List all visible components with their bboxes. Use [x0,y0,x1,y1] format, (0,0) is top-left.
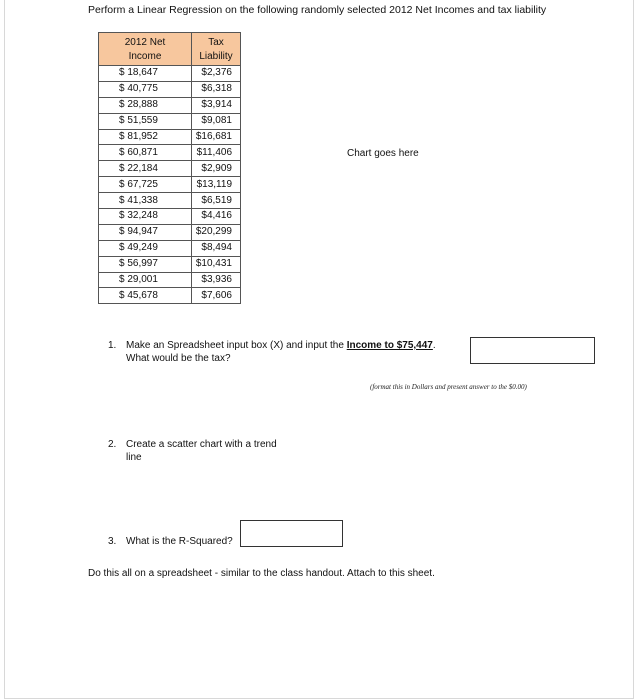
income-cell: $ 67,725 [99,177,192,193]
income-cell: $ 29,001 [99,272,192,288]
question-1-text: Make an Spreadsheet input box (X) and input the [126,340,347,351]
income-cell: $ 41,338 [99,193,192,209]
table-row [99,240,241,256]
income-cell: $ 40,775 [99,81,192,97]
table-row [99,209,241,225]
table-header-row [99,33,241,66]
table-row [99,272,241,288]
income-cell: $ 94,947 [99,224,192,240]
income-cell: $ 49,249 [99,240,192,256]
header-net-income [99,33,192,66]
tax-cell: $2,376 [192,66,241,82]
question-1 [108,339,436,365]
tax-cell: $16,681 [192,129,241,145]
table-row [99,145,241,161]
table-row [99,97,241,113]
tax-cell: $3,914 [192,97,241,113]
question-2-line2: line [126,452,142,463]
question-1-income-emphasis: Income to $75,447 [346,340,433,351]
tax-cell: $3,936 [192,272,241,288]
income-cell: $ 81,952 [99,129,192,145]
tax-answer-box[interactable] [470,337,595,364]
question-3 [108,535,233,548]
question-1-line2: What would be the tax? [126,353,231,364]
question-2 [108,438,308,464]
r-squared-answer-box[interactable] [240,520,343,547]
income-cell: $ 22,184 [99,161,192,177]
tax-cell: $9,081 [192,113,241,129]
header-income-line1: 2012 Net [124,37,166,48]
table-row [99,224,241,240]
footer-instructions: Do this all on a spreadsheet - similar to the class handout. Attach to this sheet. [88,568,435,579]
tax-cell: $4,416 [192,209,241,225]
header-tax-line1: Tax [208,37,224,48]
table-row [99,129,241,145]
question-2-number: 2. [108,439,117,450]
tax-cell: $13,119 [192,177,241,193]
table-row [99,113,241,129]
question-3-text: What is the R-Squared? [126,536,233,547]
header-tax-line2: Liability [199,51,233,62]
tax-cell: $2,909 [192,161,241,177]
tax-cell: $11,406 [192,145,241,161]
tax-cell: $10,431 [192,256,241,272]
table-row [99,81,241,97]
tax-cell: $20,299 [192,224,241,240]
table-row [99,193,241,209]
question-2-line1: Create a scatter chart with a trend [126,439,277,450]
header-tax-liability [192,33,241,66]
income-cell: $ 51,559 [99,113,192,129]
table-row [99,288,241,304]
tax-cell: $8,494 [192,240,241,256]
chart-placeholder: Chart goes here [347,148,419,159]
question-1-period: . [432,340,436,351]
income-cell: $ 45,678 [99,288,192,304]
question-3-number: 3. [108,536,117,547]
income-cell: $ 60,871 [99,145,192,161]
table-row [99,161,241,177]
format-note: (format this in Dollars and present answer to the $0.00) [370,383,527,391]
tax-cell: $6,519 [192,193,241,209]
income-tax-table [98,32,241,304]
table-row [99,177,241,193]
income-cell: $ 32,248 [99,209,192,225]
question-1-number: 1. [108,340,117,351]
tax-cell: $6,318 [192,81,241,97]
table-row [99,256,241,272]
table-row [99,66,241,82]
page-title: Perform a Linear Regression on the following randomly selected 2012 Net Incomes and tax liability [88,4,547,16]
income-cell: $ 18,647 [99,66,192,82]
income-cell: $ 56,997 [99,256,192,272]
table-body [99,66,241,304]
tax-cell: $7,606 [192,288,241,304]
income-cell: $ 28,888 [99,97,192,113]
header-income-line2: Income [128,51,162,62]
